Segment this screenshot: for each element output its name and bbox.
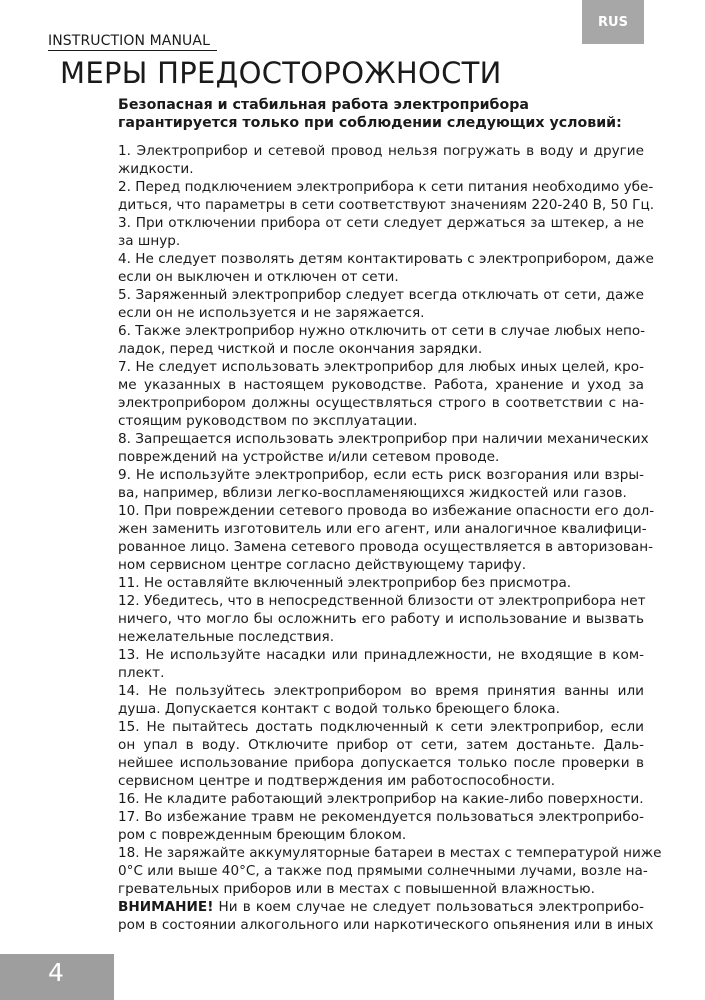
text-line: 10. При повреждении сетевого провода во избежание опасности его дол- — [118, 503, 655, 519]
text-line: ладок, перед чисткой и после окончания зарядки. — [118, 341, 483, 357]
text-line: жен заменить изготовитель или его агент, или аналогичное квалифици- — [118, 521, 647, 537]
text-line: 18. Не заряжайте аккумуляторные батареи в местах с температурой ниже — [118, 845, 662, 861]
intro-paragraph — [118, 96, 638, 132]
intro-line: Безопасная и стабильная работа электроприбора — [118, 97, 529, 113]
text-line: душа. Допускается контакт с водой только бреющего блока. — [118, 701, 560, 717]
text-line: за шнур. — [118, 233, 181, 249]
warning-label: ВНИМАНИЕ! — [118, 899, 214, 915]
text-line: 1. Электроприбор и сетевой провод нельзя погружать в воду и другие — [118, 143, 644, 159]
language-tab: RUS — [582, 0, 644, 44]
precautions-list — [118, 142, 662, 934]
text-line: 2. Перед подключением электроприбора к сети питания необходимо убе- — [118, 179, 654, 195]
text-line: нейшее использование прибора допускается только после проверки в — [118, 755, 644, 771]
warning-line: ром в состоянии алкогольного или наркотического опьянения или в иных — [118, 917, 654, 933]
text-line: 0°C или выше 40°C, а также под прямыми солнечными лучами, возле на- — [118, 863, 648, 879]
text-line: 6. Также электроприбор нужно отключить от сети в случае любых непо- — [118, 323, 646, 339]
text-line: 7. Не следует использовать электроприбор для любых иных целей, кро- — [118, 359, 644, 375]
text-line: 5. Заряженный электроприбор следует всегда отключать от сети, даже — [118, 287, 644, 303]
text-line: 14. Не пользуйтесь электроприбором во время принятия ванны или — [118, 683, 644, 699]
text-line: 8. Запрещается использовать электроприбор при наличии механических — [118, 431, 649, 447]
text-line: ничего, что могло бы осложнить его работу и использование и вызвать — [118, 611, 644, 627]
text-line: 17. Во избежание травм не рекомендуется пользоваться электроприбо- — [118, 809, 644, 825]
text-line: если он выключен и отключен от сети. — [118, 269, 399, 285]
text-line: сервисном центре и подтверждения им работоспособности. — [118, 773, 556, 789]
header-underline — [48, 50, 217, 51]
text-line: нежелательные последствия. — [118, 629, 335, 645]
text-line: 15. Не пытайтесь достать подключенный к сети электроприбор, если — [118, 719, 644, 735]
text-line: электроприбором должны осуществляться строго в соответствии с на- — [118, 395, 644, 411]
warning-line — [118, 898, 644, 916]
manual-label: INSTRUCTION MANUAL — [48, 33, 210, 49]
text-line: рованное лицо. Замена сетевого провода осуществляется в авторизован- — [118, 539, 654, 555]
text-line: ме указанных в настоящем руководстве. Работа, хранение и уход за — [118, 377, 644, 393]
text-line: ва, например, вблизи легко-воспламеняющихся жидкостей или газов. — [118, 485, 627, 501]
text-line: жидкости. — [118, 161, 194, 177]
text-line: плект. — [118, 665, 165, 681]
text-line: ном сервисном центре согласно действующему тарифу. — [118, 557, 527, 573]
text-line: 9. Не используйте электроприбор, если есть риск возгорания или взры- — [118, 467, 644, 483]
text-line: 11. Не оставляйте включенный электроприбор без присмотра. — [118, 575, 572, 591]
text-line: ром с поврежденным бреющим блоком. — [118, 827, 407, 843]
text-line: он упал в воду. Отключите прибор от сети, затем достаньте. Даль- — [118, 737, 644, 753]
text-line: стоящим руководством по эксплуатации. — [118, 413, 418, 429]
text-line: если он не используется и не заряжается. — [118, 305, 425, 321]
text-line: 3. При отключении прибора от сети следует держаться за штекер, а не — [118, 215, 644, 231]
text-line: повреждений на устройстве и/или сетевом проводе. — [118, 449, 500, 465]
text-line: 4. Не следует позволять детям контактировать с электроприбором, даже — [118, 251, 654, 267]
text-line: диться, что параметры в сети соответствуют значениям 220-240 В, 50 Гц. — [118, 197, 655, 213]
text-line: гревательных приборов или в местах с повышенной влажностью. — [118, 881, 595, 897]
page-number: 4 — [48, 958, 64, 987]
warning-text: Ни в коем случае не следует пользоваться электроприбо- — [213, 899, 644, 915]
text-line: 12. Убедитесь, что в непосредственной близости от электроприбора нет — [118, 593, 646, 609]
page-title: МЕРЫ ПРЕДОСТОРОЖНОСТИ — [60, 56, 502, 90]
intro-line: гарантируется только при соблюдении следующих условий: — [118, 115, 622, 131]
text-line: 16. Не кладите работающий электроприбор на какие-либо поверхности. — [118, 791, 644, 807]
text-line: 13. Не используйте насадки или принадлежности, не входящие в ком- — [118, 647, 644, 663]
